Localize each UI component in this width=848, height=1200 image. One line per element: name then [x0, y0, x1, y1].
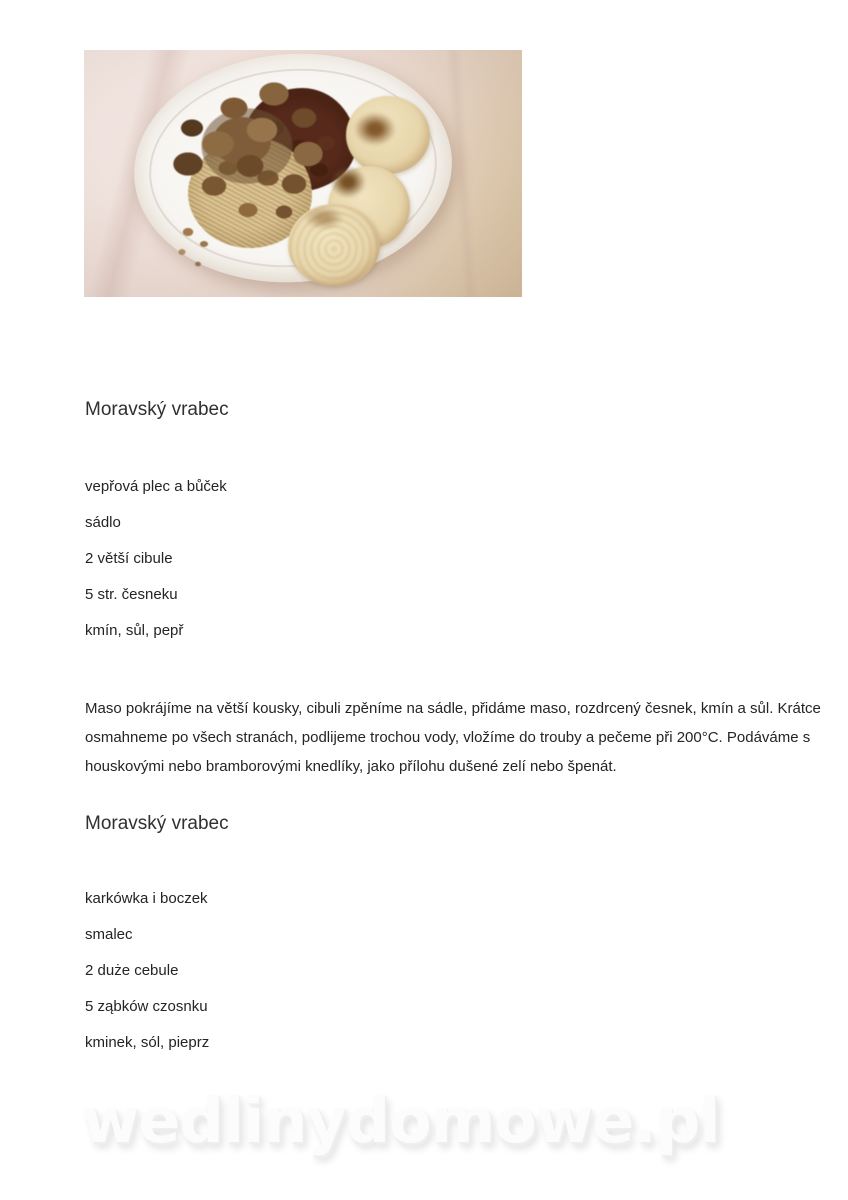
recipe-title-czech: Moravský vrabec [85, 399, 229, 420]
ingredient-item: 5 str. česneku [85, 586, 178, 603]
ingredient-item: 5 ząbków czosnku [85, 998, 208, 1015]
ingredient-item: 2 větší cibule [85, 550, 173, 567]
ingredient-item: 2 duże cebule [85, 962, 179, 979]
ingredient-item: karkówka i boczek [85, 890, 208, 907]
ingredient-item: kmín, sůl, pepř [85, 622, 184, 639]
ingredient-item: vepřová plec a bůček [85, 478, 227, 495]
site-watermark: wedlinydomowe.pl [82, 1084, 720, 1157]
instructions-line: Maso pokrájíme na větší kousky, cibuli zpěníme na sádle, přidáme maso, rozdrcený česnek, kmín a sůl. Krátce [85, 700, 821, 717]
ingredient-item: sádlo [85, 514, 121, 531]
photo-vignette [84, 50, 522, 297]
ingredient-item: kminek, sól, pieprz [85, 1034, 210, 1051]
recipe-photo [84, 50, 522, 297]
ingredient-item: smalec [85, 926, 133, 943]
ingredient-list-polish [85, 890, 209, 1070]
instructions-paragraph [85, 694, 821, 781]
ingredient-list-czech [85, 478, 227, 658]
recipe-title-polish: Moravský vrabec [85, 813, 229, 834]
instructions-line: houskovými nebo bramborovými knedlíky, jako přílohu dušené zelí nebo špenát. [85, 758, 617, 775]
instructions-line: osmahneme po všech stranách, podlijeme trochou vody, vložíme do trouby a pečeme při 200°C. Podáváme s [85, 729, 811, 746]
